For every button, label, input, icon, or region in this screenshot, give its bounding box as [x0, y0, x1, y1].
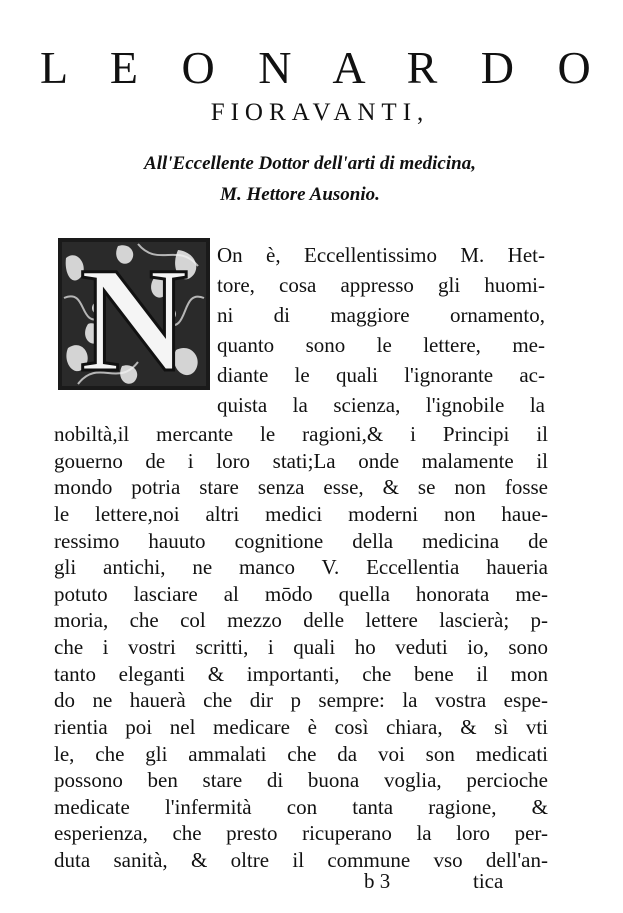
body-line: le, che gli ammalati che da voi son medicati: [54, 741, 548, 766]
body-line: duta sanità, & oltre il commune vso dell'an-: [54, 848, 548, 872]
dedication-line-2: M. Hettore Ausonio.: [220, 184, 380, 205]
body-line: gouerno de i loro stati;La onde malamente il: [54, 448, 548, 473]
body-line: le lettere,noi altri medici moderni non haue-: [54, 501, 548, 526]
initial-letter: N: [79, 238, 189, 390]
body-line: quanto sono le lettere, me-: [217, 333, 545, 357]
body-line: quista la scienza, l'ignobile la: [217, 393, 545, 417]
author-name: L E O N A R D O: [40, 42, 607, 93]
author-surname: FIORAVANTI,: [210, 99, 430, 126]
ornamental-initial: [58, 238, 210, 390]
body-line: tanto eleganti & importanti, che bene il mon: [54, 661, 548, 686]
body-line: do ne hauerà che dir p sempre: la vostra espe-: [54, 688, 548, 713]
body-line: ni di maggiore ornamento,: [217, 303, 545, 327]
ornamental-initial-art: [58, 238, 210, 390]
body-line: medicate l'infermità con tanta ragione, &: [54, 794, 548, 819]
body-line: tore, cosa appresso gli huomi-: [217, 273, 545, 297]
body-line: diante le quali l'ignorante ac-: [217, 363, 545, 387]
body-line: On è, Eccellentissimo M. Het-: [217, 243, 545, 267]
body-line: rientia poi nel medicare è così chiara, & sì vti: [54, 714, 548, 739]
body-line: possono ben stare di buona voglia, percioche: [54, 768, 548, 793]
body-line: mondo potria stare senza esse, & se non fosse: [54, 475, 548, 500]
catchword: tica: [473, 869, 504, 893]
body-line: potuto lasciare al mōdo quella honorata me-: [54, 581, 548, 606]
body-line: nobiltà,il mercante le ragioni,& i Principi il: [54, 422, 548, 446]
dedication-line-1: All'Eccellente Dottor dell'arti di medicina,: [144, 153, 476, 174]
body-line: gli antichi, ne manco V. Eccellentia haueria: [54, 555, 548, 580]
body-line: moria, che col mezzo delle lettere lascierà; p-: [54, 608, 548, 633]
body-line: ressimo hauuto cognitione della medicina de: [54, 528, 548, 553]
body-line: che i vostri scritti, i quali ho veduti io, sono: [54, 635, 548, 659]
signature-mark: b 3: [364, 869, 391, 893]
body-line: esperienza, che presto ricuperano la loro per-: [54, 821, 548, 846]
